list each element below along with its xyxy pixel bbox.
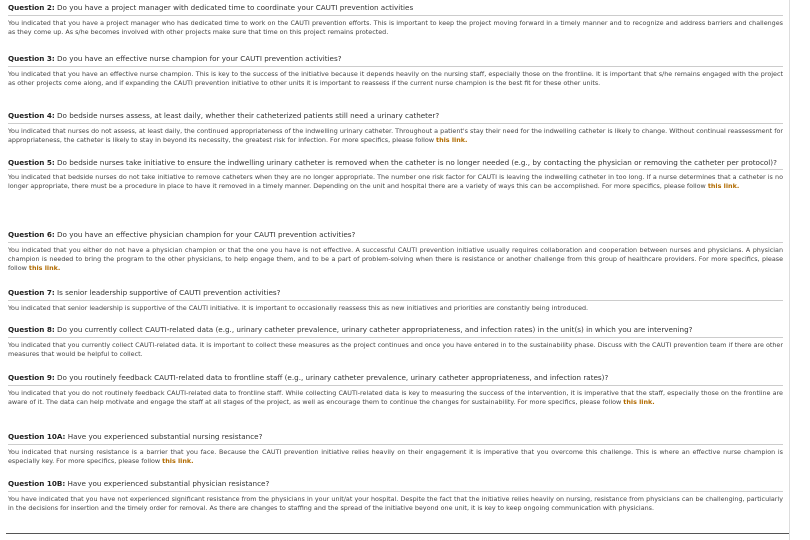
question-heading [8, 53, 783, 66]
question-text: Do you have a project manager with dedicated time to coordinate your CAUTI prevention activities [54, 3, 414, 12]
question-block-5 [6, 158, 789, 191]
answer-text [8, 341, 783, 359]
question-text: Do bedside nurses take initiative to ensure the indwelling urinary catheter is removed when the catheter is no longer needed (e.g., by contacting the physician or removing the catheter per protocol)? [54, 158, 777, 167]
question-block-10b [6, 478, 789, 513]
answer-text [8, 304, 783, 313]
answer-text [8, 19, 783, 37]
divider [8, 337, 783, 338]
question-text: Is senior leadership supportive of CAUTI prevention activities? [54, 288, 281, 297]
answer-body: You indicated that you either do not have a physician champion or that the one you have is not effective. A successful CAUTI prevention initiative usually requires collaboration and cooperation between nurses and physicians. A physician champion is needed to bring the program to the other physicians, to help engage them, and to be a part of problem-solving when there is resistance or another challenge from this group of healthcare providers. For more specifics, please follow [8, 246, 783, 272]
question-label: Question 10B: [8, 479, 66, 488]
question-text: Have you experienced substantial nursing resistance? [65, 432, 263, 441]
answer-body: You indicated that nursing resistance is a barrier that you face. Because the CAUTI prevention initiative relies heavily on their engagement it is imperative that you overcome this challenge. This is where an effective nurse champion is especially key. For more specifics, please follow [8, 448, 783, 465]
question-block-2 [6, 2, 789, 37]
divider [8, 385, 783, 386]
divider [8, 300, 783, 301]
divider [8, 242, 783, 243]
divider [8, 444, 783, 445]
question-label: Question 6: [8, 230, 55, 239]
answer-body: You have indicated that you have not experienced significant resistance from the physicians in your unit/at your hospital. Despite the fact that the initiative relies heavily on nursing, resistance from physicians can be challenging, particularly in the decisions for insertion and the timely order for removal. As there are changes to staffing and the spread of the initiative beyond one unit, it is key to keep ongoing communication with physicians. [8, 495, 783, 512]
question-heading [8, 287, 783, 300]
question-label: Question 3: [8, 54, 55, 63]
question-text: Do bedside nurses assess, at least daily, whether their catheterized patients still need a urinary catheter? [54, 111, 440, 120]
answer-text [8, 495, 783, 513]
question-label: Question 8: [8, 325, 55, 334]
question-label: Question 4: [8, 111, 55, 120]
more-specifics-link[interactable]: this link. [623, 397, 655, 406]
question-heading [8, 158, 783, 167]
divider [8, 123, 783, 124]
question-heading [8, 372, 783, 385]
question-label: Question 5: [8, 158, 55, 167]
answer-body: You indicated that you have an effective nurse champion. This is key to the success of the initiative because it depends heavily on the nursing staff, especially those on the frontline. It is important that s/he remains engaged with the project as other projects come along, and if expanding the CAUTI prevention initiative to other units it is important to reassess if the current nurse champion is the best fit for these other units. [8, 70, 783, 87]
answer-text [8, 127, 783, 145]
divider [8, 15, 783, 16]
document-page [6, 0, 790, 540]
question-block-9 [6, 372, 789, 407]
question-block-7 [6, 287, 789, 313]
more-specifics-link[interactable]: this link. [162, 456, 194, 465]
question-heading [8, 229, 783, 242]
question-text: Do you currently collect CAUTI-related data (e.g., urinary catheter prevalence, urinary catheter appropriateness, and infection rates) in the unit(s) in which you are intervening? [54, 325, 693, 334]
question-text: Do you have an effective nurse champion for your CAUTI prevention activities? [54, 54, 342, 63]
divider [8, 491, 783, 492]
question-text: Do you routinely feedback CAUTI-related data to frontline staff (e.g., urinary catheter prevalence, urinary catheter appropriateness, and infection rates)? [54, 373, 609, 382]
question-label: Question 10A: [8, 432, 66, 441]
answer-text [8, 173, 783, 191]
answer-body: You indicated that you currently collect CAUTI-related data. It is important to collect these measures as the project continues and once you have entered in to the sustainability phase. Discuss with the CAUTI prevention team if there are other measures that would be helpful to collect. [8, 341, 783, 358]
question-label: Question 9: [8, 373, 55, 382]
answer-body: You indicated that bedside nurses do not take initiative to remove catheters when they are no longer appropriate. The number one risk factor for CAUTI is leaving the indwelling catheter in too long. If a nurse determines that a catheter is no longer appropriate, there must be a procedure in place to have it removed in a timely manner. Depending on the unit and hospital there are a variety of ways this can be accomplished. For more specifics, please follow [8, 173, 783, 190]
answer-text [8, 70, 783, 88]
answer-body: You indicated that you do not routinely feedback CAUTI-related data to frontline staff. While collecting CAUTI-related data is key to measuring the success of the intervention, it is imperative that the staff, especially those on the frontline are aware of it. The data can help motivate and engage the staff at all stages of the project, as well as encourage them to continue the changes for sustainability. For more specifics, please follow [8, 389, 783, 406]
question-heading [8, 110, 783, 123]
question-block-10a [6, 431, 789, 466]
question-heading [8, 324, 783, 337]
divider [8, 169, 783, 170]
question-block-4 [6, 110, 789, 145]
question-block-8 [6, 324, 789, 359]
answer-body: You indicated that nurses do not assess, at least daily, the continued appropriateness of the indwelling urinary catheter. Throughout a patient's stay their need for the indwelling catheter is likely to change. Without continual reassessment for appropriateness, the catheter is likely to stay in beyond its necessity, the greatest risk for infection. For more specifics, please follow [8, 127, 783, 144]
more-specifics-link[interactable]: this link. [28, 263, 61, 272]
question-label: Question 2: [8, 3, 55, 12]
answer-body: You indicated that you have a project manager who has dedicated time to work on the CAUTI prevention efforts. This is important to keep the project moving forward in a timely manner and to recognize and address barriers and challenges as they come up. As s/he becomes involved with other projects make sure that time on this project remains protected. [8, 19, 783, 36]
question-block-6 [6, 229, 789, 272]
answer-text [8, 389, 783, 407]
bottom-divider [6, 533, 789, 534]
answer-text [8, 448, 783, 466]
more-specifics-link[interactable]: this link. [436, 135, 468, 144]
more-specifics-link[interactable]: this link. [707, 181, 740, 190]
question-label: Question 7: [8, 288, 55, 297]
answer-body: You indicated that senior leadership is supportive of the CAUTI initiative. It is important to occasionally reassess this as new initiatives and priorities are constantly being introduced. [8, 304, 589, 312]
divider [8, 66, 783, 67]
question-heading [8, 2, 783, 15]
answer-text [8, 246, 783, 272]
question-text: Have you experienced substantial physician resistance? [65, 479, 270, 488]
question-heading [8, 478, 783, 491]
question-heading [8, 431, 783, 444]
question-text: Do you have an effective physician champion for your CAUTI prevention activities? [54, 230, 356, 239]
question-block-3 [6, 53, 789, 88]
